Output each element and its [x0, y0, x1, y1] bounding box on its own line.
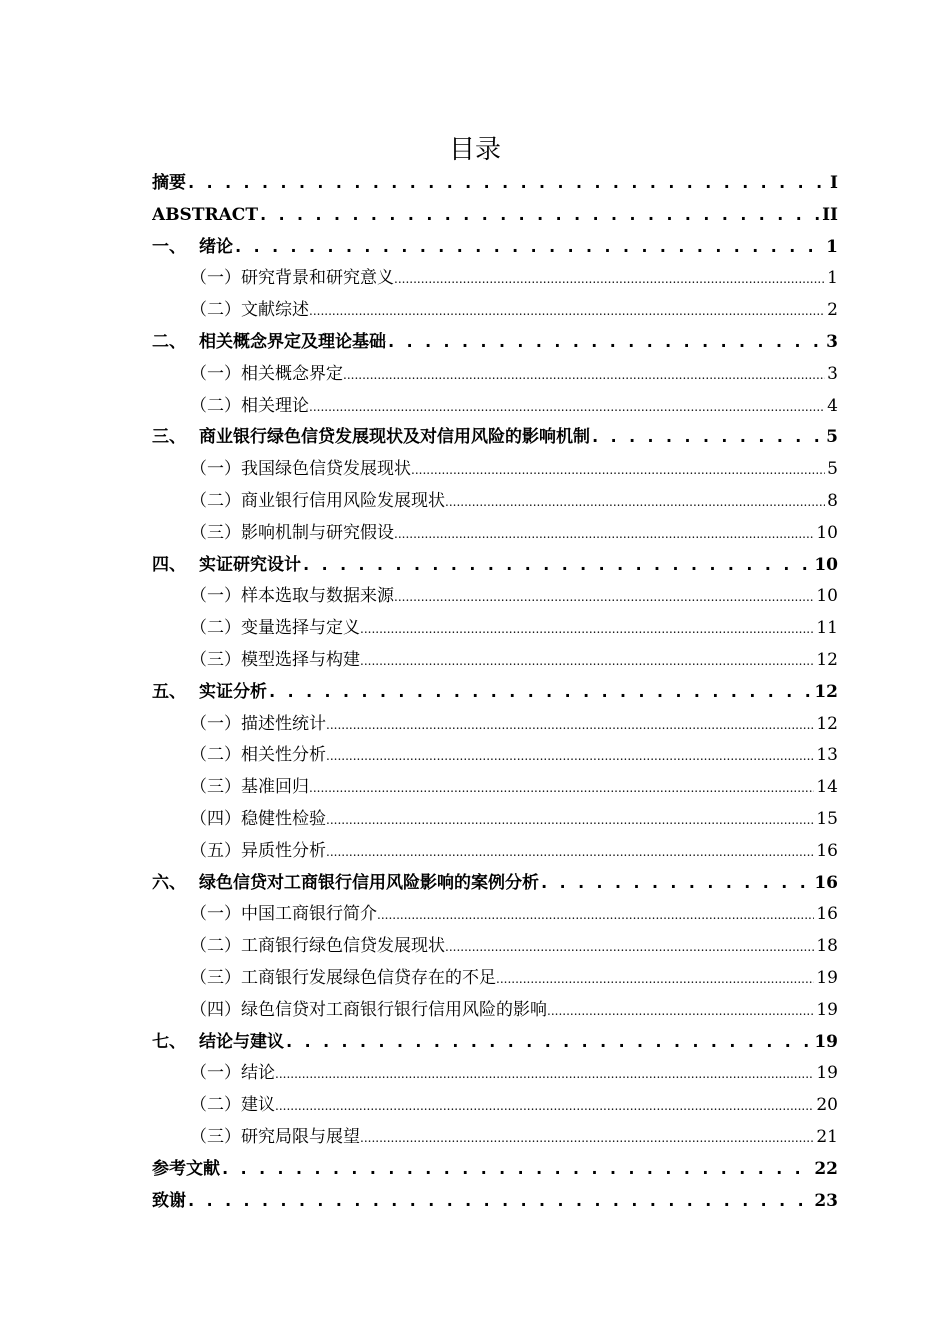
toc-page-number: 4 — [827, 395, 838, 416]
toc-page-number: 19 — [814, 1031, 838, 1052]
toc-entry-label: （二）建议 — [190, 1095, 275, 1116]
toc-leader-dots — [360, 613, 814, 645]
toc-leader-dots — [301, 550, 812, 582]
toc-entry-label: （二）变量选择与定义 — [190, 618, 360, 639]
toc-section-entry[interactable] — [152, 804, 838, 836]
toc-page-number: 11 — [816, 618, 838, 639]
toc-entry-label: 致谢 — [152, 1190, 186, 1211]
toc-chapter-entry[interactable] — [152, 422, 838, 454]
toc-entry-label: 结论与建议 — [199, 1031, 284, 1052]
toc-entry-label: 摘要 — [152, 173, 186, 193]
toc-chapter-entry[interactable] — [152, 550, 838, 582]
toc-entry-label: 绿色信贷对工商银行信用风险影响的案例分析 — [199, 872, 539, 893]
toc-section-entry[interactable] — [152, 486, 838, 518]
toc-entry-label: 相关概念界定及理论基础 — [199, 331, 386, 352]
toc-entry-label: （一）样本选取与数据来源 — [190, 586, 394, 607]
toc-page-number: 19 — [816, 999, 838, 1020]
toc-leader-dots — [186, 1186, 812, 1218]
toc-page-number: 10 — [816, 522, 838, 543]
toc-page-number: 12 — [814, 681, 838, 702]
toc-leader-dots — [445, 486, 825, 518]
toc-leader-dots — [445, 931, 814, 963]
toc-leader-dots — [547, 995, 814, 1027]
toc-page-number: 8 — [827, 490, 838, 511]
toc-page-number: 10 — [814, 554, 838, 575]
toc-entry-label: 实证分析 — [199, 681, 267, 702]
toc-page-number: I — [830, 173, 838, 193]
toc-page-number: 12 — [816, 713, 838, 734]
toc-leader-dots — [186, 168, 828, 200]
toc-page-number: 18 — [816, 936, 838, 957]
toc-page-number: 14 — [816, 777, 838, 798]
toc-entry-label: （四）绿色信贷对工商银行银行信用风险的影响 — [190, 999, 547, 1020]
toc-leader-dots — [360, 1122, 814, 1154]
toc-leader-dots — [309, 772, 814, 804]
toc-section-entry[interactable] — [152, 263, 838, 295]
toc-entry-label: （一）中国工商银行简介 — [190, 904, 377, 925]
toc-section-entry[interactable] — [152, 709, 838, 741]
toc-section-entry[interactable] — [152, 613, 838, 645]
toc-entry-label: （三）基准回归 — [190, 777, 309, 798]
toc-leader-dots — [233, 232, 824, 264]
toc-leader-dots — [496, 963, 814, 995]
toc-entry-label: （二）相关性分析 — [190, 745, 326, 766]
toc-entry-number: 一、 — [152, 236, 186, 257]
toc-entry-number: 五、 — [152, 681, 186, 702]
toc-section-entry[interactable] — [152, 645, 838, 677]
toc-page-number: 1 — [827, 268, 838, 289]
toc-entry-number: 七、 — [152, 1031, 186, 1052]
toc-entry-label: 参考文献 — [152, 1158, 220, 1179]
toc-section-entry[interactable] — [152, 772, 838, 804]
toc-leader-dots — [258, 200, 820, 232]
toc-leader-dots — [590, 422, 824, 454]
toc-entry-label: 商业银行绿色信贷发展现状及对信用风险的影响机制 — [199, 427, 590, 448]
toc-page-number: 2 — [827, 300, 838, 321]
toc-section-entry[interactable] — [152, 931, 838, 963]
toc-entry-label: 实证研究设计 — [199, 554, 301, 575]
toc-leader-dots — [394, 518, 814, 550]
toc-page-number: 16 — [816, 904, 838, 925]
toc-chapter-entry[interactable] — [152, 677, 838, 709]
toc-entry-number: 二、 — [152, 331, 186, 352]
toc-leader-dots — [360, 645, 814, 677]
toc-entry-number: 六、 — [152, 872, 186, 893]
toc-entry-label: （一）描述性统计 — [190, 713, 326, 734]
toc-title: 目录 — [448, 135, 501, 165]
toc-chapter-entry[interactable] — [152, 327, 838, 359]
toc-entry-number: 三、 — [152, 427, 186, 448]
toc-leader-dots — [326, 804, 814, 836]
toc-leader-dots — [411, 454, 825, 486]
toc-entry-label: （三）影响机制与研究假设 — [190, 522, 394, 543]
toc-entry-label: ABSTRACT — [152, 204, 258, 225]
toc-chapter-entry[interactable] — [152, 168, 838, 200]
toc-leader-dots — [394, 581, 814, 613]
toc-leader-dots — [275, 1058, 814, 1090]
toc-entry-label: （二）商业银行信用风险发展现状 — [190, 490, 445, 511]
toc-page-number: 16 — [814, 872, 838, 893]
toc-section-entry[interactable] — [152, 1122, 838, 1154]
toc-section-entry[interactable] — [152, 1090, 838, 1122]
toc-page-number: 13 — [816, 745, 838, 766]
toc-leader-dots — [394, 263, 825, 295]
toc-entry-label: （二）文献综述 — [190, 300, 309, 321]
toc-entry-label: （三）模型选择与构建 — [190, 649, 360, 670]
toc-entry-label: 绪论 — [199, 236, 233, 257]
toc-entry-label: （三）研究局限与展望 — [190, 1126, 360, 1147]
toc-entry-label: （五）异质性分析 — [190, 840, 326, 861]
toc-chapter-entry[interactable] — [152, 868, 838, 900]
toc-section-entry[interactable] — [152, 391, 838, 423]
toc-chapter-entry[interactable] — [152, 200, 838, 232]
toc-entry-label: （四）稳健性检验 — [190, 808, 326, 829]
toc-section-entry[interactable] — [152, 581, 838, 613]
toc-entry-label: （三）工商银行发展绿色信贷存在的不足 — [190, 967, 496, 988]
toc-entry-label: （一）相关概念界定 — [190, 363, 343, 384]
toc-chapter-entry[interactable] — [152, 232, 838, 264]
toc-page-number: 19 — [816, 967, 838, 988]
toc-chapter-entry[interactable] — [152, 1186, 838, 1218]
toc-section-entry[interactable] — [152, 740, 838, 772]
toc-leader-dots — [377, 899, 814, 931]
toc-leader-dots — [275, 1090, 814, 1122]
toc-section-entry[interactable] — [152, 963, 838, 995]
toc-page-number: 19 — [816, 1063, 838, 1084]
toc-page-number: 12 — [816, 649, 838, 670]
toc-section-entry[interactable] — [152, 995, 838, 1027]
toc-section-entry[interactable] — [152, 1058, 838, 1090]
toc-page-number: 15 — [816, 808, 838, 829]
toc-page-number: 22 — [814, 1158, 838, 1179]
toc-page-number: 3 — [826, 331, 838, 352]
toc-leader-dots — [220, 1154, 812, 1186]
toc-page-number: 21 — [816, 1126, 838, 1147]
toc-leader-dots — [309, 295, 825, 327]
toc-leader-dots — [267, 677, 812, 709]
toc-leader-dots — [539, 868, 812, 900]
toc-entry-label: （二）工商银行绿色信贷发展现状 — [190, 936, 445, 957]
toc-page-number: 1 — [826, 236, 838, 257]
toc-section-entry[interactable] — [152, 899, 838, 931]
toc-leader-dots — [309, 391, 825, 423]
toc-chapter-entry[interactable] — [152, 1027, 838, 1059]
toc-section-entry[interactable] — [152, 518, 838, 550]
toc-leader-dots — [326, 740, 814, 772]
toc-entry-label: （一）结论 — [190, 1063, 275, 1084]
toc-leader-dots — [386, 327, 824, 359]
toc-page-number: 16 — [816, 840, 838, 861]
toc-page-number: 3 — [827, 363, 838, 384]
toc-leader-dots — [343, 359, 825, 391]
toc-page-number: II — [822, 204, 838, 225]
toc-leader-dots — [284, 1027, 812, 1059]
toc-page-number: 5 — [827, 459, 838, 480]
toc-page-number: 10 — [816, 586, 838, 607]
toc-page-number: 5 — [826, 427, 838, 448]
toc-section-entry[interactable] — [152, 454, 838, 486]
toc-entry-number: 四、 — [152, 554, 186, 575]
toc-leader-dots — [326, 709, 814, 741]
toc-entry-label: （一）我国绿色信贷发展现状 — [190, 459, 411, 480]
toc-entry-label: （一）研究背景和研究意义 — [190, 268, 394, 289]
toc-list — [152, 168, 838, 1217]
toc-page-number: 23 — [814, 1190, 838, 1211]
toc-section-entry[interactable] — [152, 359, 838, 391]
toc-section-entry[interactable] — [152, 836, 838, 868]
toc-entry-label: （二）相关理论 — [190, 395, 309, 416]
toc-page-number: 20 — [816, 1095, 838, 1116]
toc-chapter-entry[interactable] — [152, 1154, 838, 1186]
toc-section-entry[interactable] — [152, 295, 838, 327]
toc-leader-dots — [326, 836, 814, 868]
